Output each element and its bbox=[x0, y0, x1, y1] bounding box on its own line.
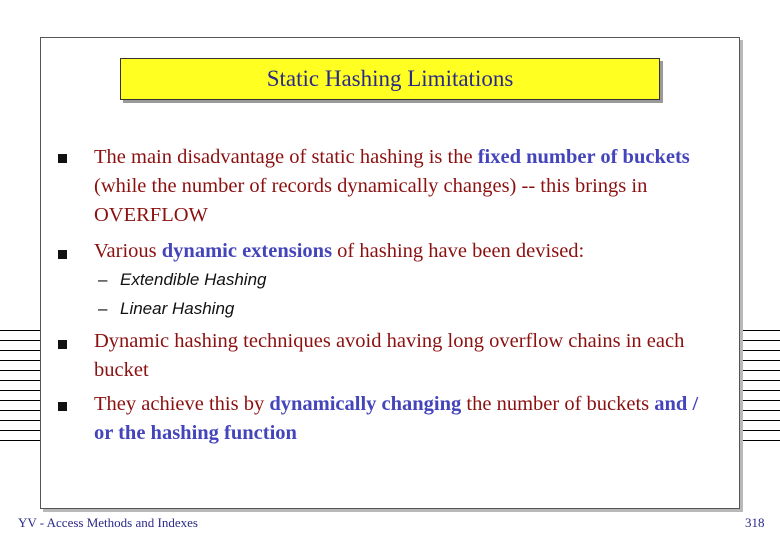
bullet-1-text-b: (while the number of records dynamically changes) -- this brings in OVERFLOW bbox=[94, 175, 648, 226]
bullet-square-icon bbox=[58, 250, 67, 259]
bullet-2-highlight: dynamic extensions bbox=[161, 240, 333, 262]
left-stripe-decoration bbox=[0, 330, 40, 450]
dash-icon: – bbox=[98, 270, 108, 289]
bullet-square-icon bbox=[58, 402, 67, 411]
sub-item-label: Extendible Hashing bbox=[120, 270, 267, 289]
sub-item-linear bbox=[98, 299, 234, 319]
footer-course-label: YV - Access Methods and Indexes bbox=[18, 515, 198, 530]
bullet-text-1 bbox=[94, 143, 704, 230]
sub-item-extendible bbox=[98, 270, 266, 290]
bullet-2-text-a: Various bbox=[94, 240, 162, 262]
bullet-4-highlight-a: dynamically changing bbox=[269, 393, 462, 415]
bullet-text-4 bbox=[94, 390, 704, 448]
bullet-1-text-a: The main disadvantage of static hashing is the bbox=[94, 146, 478, 168]
right-stripe-decoration bbox=[742, 330, 780, 450]
bullet-square-icon bbox=[58, 154, 67, 163]
bullet-4-text-b: the number of buckets bbox=[461, 393, 655, 415]
slide-title: Static Hashing Limitations bbox=[120, 58, 660, 100]
bullet-1-highlight: fixed number of buckets bbox=[477, 146, 690, 168]
bullet-4-highlight-b: and / or the hashing function bbox=[94, 393, 699, 444]
bullet-2-text-b: of hashing have been devised: bbox=[332, 240, 585, 262]
footer-page-number: 318 bbox=[745, 515, 765, 530]
sub-item-label: Linear Hashing bbox=[120, 299, 235, 318]
dash-icon: – bbox=[98, 299, 108, 318]
bullet-4-text-a: They achieve this by bbox=[94, 393, 270, 415]
bullet-text-2 bbox=[94, 237, 704, 266]
bullet-text-3 bbox=[94, 327, 704, 385]
bullet-square-icon bbox=[58, 340, 67, 349]
bullet-3-text: Dynamic hashing techniques avoid having long overflow chains in each bucket bbox=[94, 330, 685, 381]
